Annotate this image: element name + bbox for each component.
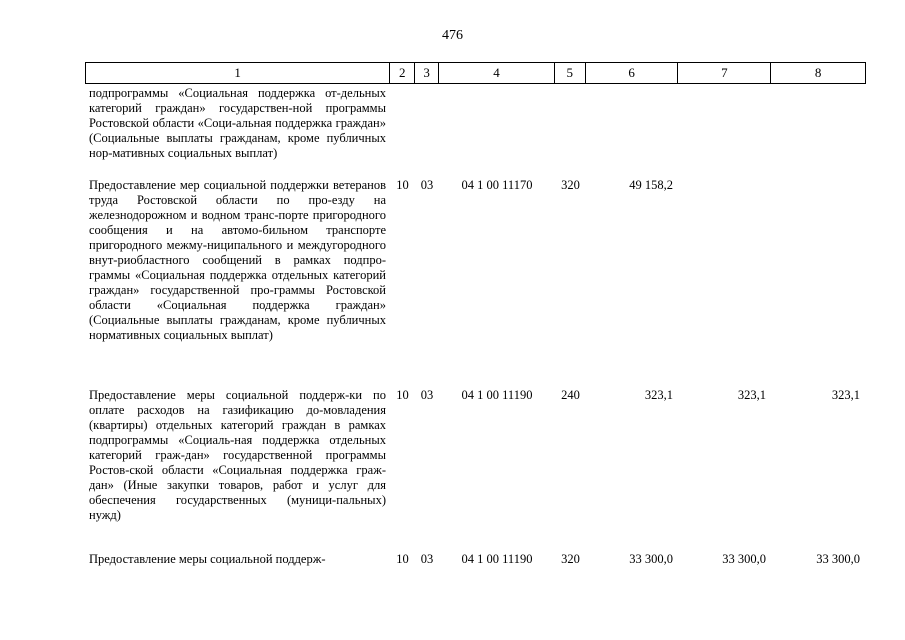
row-description: Предоставление мер социальной поддержки ветеранов труда Ростовской области по про-езду на железнодорожном и водном транс-порте пригородного сообщения и на автомо-бильном транспорте пригородного межму-ниципального и междугородного внут-риобластного сообщений в рамках подпро-граммы «Социальная поддержка отдельных категорий граждан» государственной про-граммы Ростовской области «Социальная поддержка граждан» (Социальные выплаты гражданам, кроме публичных нормативных социальных выплат): [89, 178, 386, 342]
header-col-4: 4: [439, 63, 555, 83]
row-col-3: 03: [420, 388, 434, 402]
row-col-2: 10: [396, 388, 409, 402]
header-col-6: 6: [586, 63, 679, 83]
row-col-4: 04 1 00 11190: [461, 552, 533, 566]
header-col-5: 5: [555, 63, 586, 83]
row-col-8: 33 300,0: [816, 552, 860, 566]
row-description: Предоставление меры социальной поддерж-: [89, 552, 326, 566]
row-col-2: 10: [396, 178, 409, 192]
table-row: [85, 86, 866, 178]
row-col-3: 03: [420, 552, 434, 566]
row-col-4: 04 1 00 11190: [461, 388, 533, 402]
header-col-2: 2: [390, 63, 415, 83]
row-col-3: 03: [420, 178, 434, 192]
row-col-7: 323,1: [737, 388, 766, 402]
row-col-2: 10: [396, 552, 409, 566]
table-row: [85, 388, 866, 552]
row-description: подпрограммы «Социальная поддержка от-дельных категорий граждан» государствен-ной программы Ростовской области «Соци-альная поддержка граждан» (Социальные выплаты гражданам, кроме публичных нор-мативных социальных выплат): [89, 86, 386, 160]
table-header: [85, 62, 866, 84]
table-row: [85, 552, 866, 572]
row-col-5: 240: [561, 388, 580, 402]
page-number: 476: [442, 28, 463, 43]
table-body: [85, 86, 866, 572]
header-col-7: 7: [678, 63, 771, 83]
row-col-8: 323,1: [831, 388, 860, 402]
table-row: [85, 178, 866, 388]
row-col-6: 323,1: [644, 388, 673, 402]
row-col-6: 33 300,0: [629, 552, 673, 566]
row-col-6: 49 158,2: [629, 178, 673, 192]
row-description: Предоставление меры социальной поддерж-ки по оплате расходов на газификацию до-мовладения (квартиры) отдельных категорий граждан в рамках подпрограммы «Социаль-ная поддержка отдельных категорий граж-дан» государственной программы Ростов-ской области «Социальная поддержка граж-дан» (Иные закупки товаров, работ и услуг для обеспечения государственных (муници-пальных) нужд): [89, 388, 386, 522]
header-col-3: 3: [415, 63, 439, 83]
header-col-1: 1: [86, 63, 390, 83]
row-col-4: 04 1 00 11170: [461, 178, 533, 192]
row-col-5: 320: [561, 178, 580, 192]
header-col-8: 8: [814, 65, 822, 80]
row-col-7: 33 300,0: [722, 552, 766, 566]
row-col-5: 320: [561, 552, 580, 566]
